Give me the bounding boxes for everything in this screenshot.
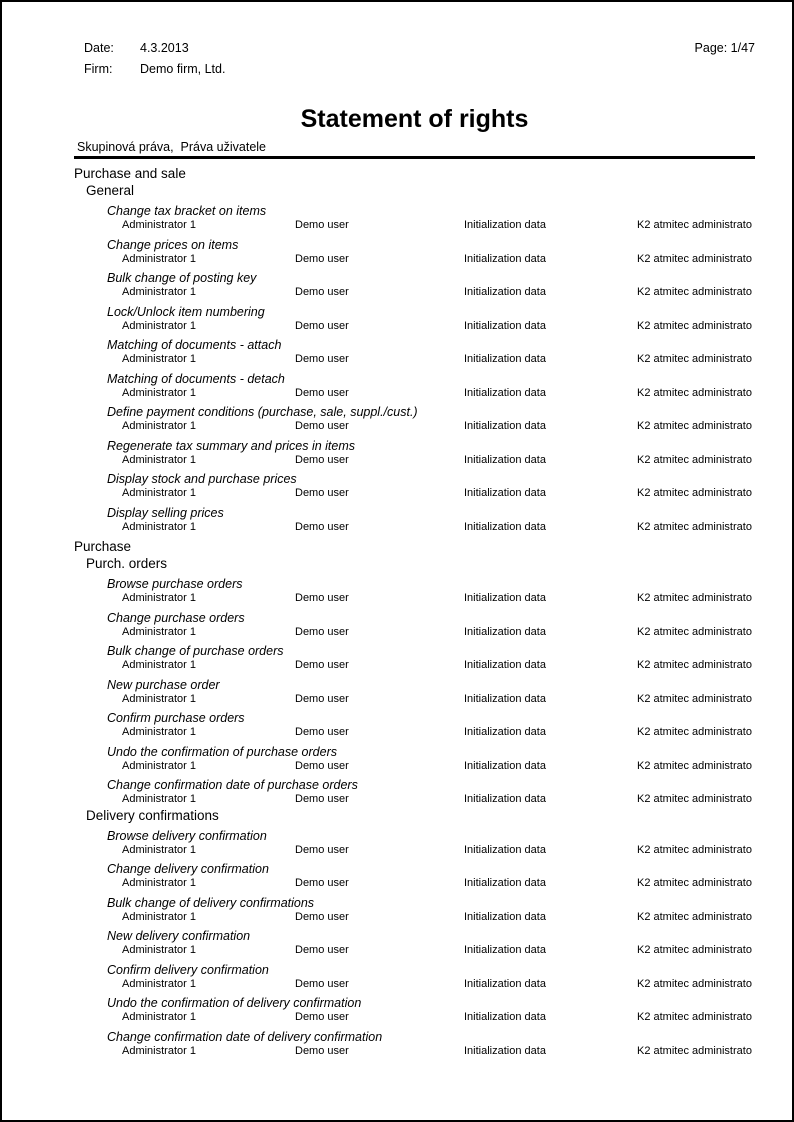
row-cell: K2 atmitec administrato xyxy=(637,1044,752,1057)
rights-row xyxy=(122,487,755,501)
right-item xyxy=(107,238,755,267)
rights-list xyxy=(74,166,755,1058)
right-item-title: Display selling prices xyxy=(107,505,224,520)
row-cell: K2 atmitec administrato xyxy=(637,353,752,365)
row-cell: Initialization data xyxy=(464,659,546,671)
right-item xyxy=(107,271,755,300)
row-cell: Initialization data xyxy=(464,286,546,298)
row-cell: Administrator 1 xyxy=(122,252,196,265)
row-cell: Initialization data xyxy=(464,386,546,399)
row-cell: Demo user xyxy=(295,286,349,298)
right-item-title: Bulk change of purchase orders xyxy=(107,644,284,658)
row-cell: Demo user xyxy=(295,353,349,365)
rights-subsection xyxy=(86,556,755,807)
row-cell: Demo user xyxy=(295,625,349,638)
right-item xyxy=(107,204,755,233)
row-cell: Administrator 1 xyxy=(122,1044,196,1057)
row-cell: K2 atmitec administrato xyxy=(637,625,752,638)
row-cell: Demo user xyxy=(295,1011,349,1023)
row-cell: Administrator 1 xyxy=(122,659,196,671)
rights-section xyxy=(74,166,755,534)
rights-section xyxy=(74,539,755,1058)
row-cell: Initialization data xyxy=(464,520,546,533)
right-item-title: Display stock and purchase prices xyxy=(107,472,297,486)
row-cell: Initialization data xyxy=(464,252,546,265)
rights-row xyxy=(122,1011,755,1025)
rights-row xyxy=(122,286,755,300)
rights-row xyxy=(122,253,755,267)
right-item-title: Change confirmation date of delivery confirmation xyxy=(107,1029,383,1044)
row-cell: K2 atmitec administrato xyxy=(637,319,752,332)
right-item-title: Change confirmation date of purchase orders xyxy=(107,778,358,792)
row-cell: Administrator 1 xyxy=(122,286,196,298)
right-item-title: Change delivery confirmation xyxy=(107,862,269,876)
row-cell: K2 atmitec administrato xyxy=(637,692,752,705)
row-cell: Initialization data xyxy=(464,592,546,604)
row-cell: Demo user xyxy=(295,386,349,399)
row-cell: Administrator 1 xyxy=(122,944,196,956)
header-date-line xyxy=(84,38,755,59)
right-item-title: Browse delivery confirmation xyxy=(107,828,267,843)
row-cell: Initialization data xyxy=(464,977,546,990)
right-item xyxy=(107,745,755,774)
right-item-title: Lock/Unlock item numbering xyxy=(107,304,265,319)
right-item xyxy=(107,644,755,673)
right-item xyxy=(107,338,755,367)
right-item-title: Undo the confirmation of purchase orders xyxy=(107,744,337,759)
right-item-title: Change prices on items xyxy=(107,237,239,252)
row-cell: K2 atmitec administrato xyxy=(637,659,752,671)
row-cell: Administrator 1 xyxy=(122,977,196,990)
row-cell: Initialization data xyxy=(464,453,546,466)
right-item-title: Undo the confirmation of delivery confirmation xyxy=(107,996,362,1010)
rights-row xyxy=(122,1045,755,1059)
row-cell: K2 atmitec administrato xyxy=(637,286,752,298)
row-cell: Administrator 1 xyxy=(122,386,196,399)
row-cell: Demo user xyxy=(295,910,349,923)
row-cell: Administrator 1 xyxy=(122,353,196,365)
right-item-title: New delivery confirmation xyxy=(107,929,251,943)
row-cell: Administrator 1 xyxy=(122,692,196,705)
right-item xyxy=(107,506,755,535)
firm-value: Demo firm, Ltd. xyxy=(140,62,226,76)
right-item xyxy=(107,305,755,334)
date-value: 4.3.2013 xyxy=(140,41,189,55)
row-cell: K2 atmitec administrato xyxy=(637,386,752,399)
right-item-title: Define payment conditions (purchase, sale, suppl./cust.) xyxy=(107,405,418,419)
rights-row xyxy=(122,420,755,434)
right-item xyxy=(107,896,755,925)
rights-row xyxy=(122,592,755,606)
row-cell: Demo user xyxy=(295,944,349,956)
rights-row xyxy=(122,659,755,673)
row-cell: Administrator 1 xyxy=(122,726,196,738)
rights-row xyxy=(122,944,755,958)
rights-row xyxy=(122,877,755,891)
row-cell: Initialization data xyxy=(464,877,546,889)
row-cell: Initialization data xyxy=(464,319,546,332)
rights-row xyxy=(122,320,755,334)
row-cell: Initialization data xyxy=(464,420,546,432)
report-title: Statement of rights xyxy=(300,105,529,133)
row-cell: Initialization data xyxy=(464,219,546,231)
row-cell: Administrator 1 xyxy=(122,420,196,432)
right-item-title: Confirm delivery confirmation xyxy=(107,962,269,977)
row-cell: K2 atmitec administrato xyxy=(637,843,752,856)
right-item xyxy=(107,472,755,501)
row-cell: K2 atmitec administrato xyxy=(637,1011,752,1023)
row-cell: Initialization data xyxy=(464,843,546,856)
section-title: Purchase xyxy=(74,539,132,554)
row-cell: Initialization data xyxy=(464,910,546,923)
right-item-title: New purchase order xyxy=(107,677,220,692)
rights-row xyxy=(122,387,755,401)
row-cell: Demo user xyxy=(295,219,349,231)
row-cell: Initialization data xyxy=(464,1011,546,1023)
right-item-title: Confirm purchase orders xyxy=(107,711,245,725)
row-cell: Demo user xyxy=(295,453,349,466)
row-cell: Demo user xyxy=(295,420,349,432)
row-cell: Initialization data xyxy=(464,759,546,772)
header-firm-line xyxy=(84,59,755,80)
row-cell: Initialization data xyxy=(464,353,546,365)
rights-row xyxy=(122,911,755,925)
row-cell: Administrator 1 xyxy=(122,625,196,638)
row-cell: Initialization data xyxy=(464,625,546,638)
row-cell: Initialization data xyxy=(464,944,546,956)
right-item xyxy=(107,778,755,807)
right-item-title: Matching of documents - detach xyxy=(107,371,285,386)
report-subtitle: Skupinová práva, Práva uživatele xyxy=(74,140,755,159)
right-item-title: Change tax bracket on items xyxy=(107,204,267,218)
row-cell: Demo user xyxy=(295,726,349,738)
right-item-title: Bulk change of posting key xyxy=(107,271,257,285)
row-cell: K2 atmitec administrato xyxy=(637,759,752,772)
rights-row xyxy=(122,844,755,858)
report-header xyxy=(84,38,755,80)
right-item xyxy=(107,711,755,740)
right-item xyxy=(107,577,755,606)
rights-row xyxy=(122,726,755,740)
right-item-title: Matching of documents - attach xyxy=(107,338,282,352)
row-cell: Demo user xyxy=(295,977,349,990)
section-title: Purchase and sale xyxy=(74,166,186,181)
right-item xyxy=(107,996,755,1025)
right-item-title: Browse purchase orders xyxy=(107,577,243,591)
rights-row xyxy=(122,454,755,468)
row-cell: Demo user xyxy=(295,793,349,805)
row-cell: Demo user xyxy=(295,487,349,499)
row-cell: Administrator 1 xyxy=(122,793,196,805)
row-cell: Demo user xyxy=(295,692,349,705)
rights-row xyxy=(122,978,755,992)
row-cell: Administrator 1 xyxy=(122,759,196,772)
subsection-title: General xyxy=(86,183,135,198)
row-cell: K2 atmitec administrato xyxy=(637,520,752,533)
row-cell: Demo user xyxy=(295,659,349,671)
row-cell: Demo user xyxy=(295,319,349,332)
row-cell: K2 atmitec administrato xyxy=(637,726,752,738)
right-item xyxy=(107,829,755,858)
row-cell: Administrator 1 xyxy=(122,487,196,499)
rights-row xyxy=(122,219,755,233)
row-cell: Administrator 1 xyxy=(122,219,196,231)
subsection-title: Purch. orders xyxy=(86,556,168,571)
row-cell: K2 atmitec administrato xyxy=(637,453,752,466)
row-cell: K2 atmitec administrato xyxy=(637,252,752,265)
rights-row xyxy=(122,353,755,367)
row-cell: Administrator 1 xyxy=(122,910,196,923)
row-cell: K2 atmitec administrato xyxy=(637,944,752,956)
right-item-title: Regenerate tax summary and prices in items xyxy=(107,438,356,453)
right-item-title: Change purchase orders xyxy=(107,610,245,625)
right-item-title: Bulk change of delivery confirmations xyxy=(107,895,315,910)
row-cell: K2 atmitec administrato xyxy=(637,487,752,499)
rights-subsection xyxy=(86,183,755,534)
row-cell: Initialization data xyxy=(464,1044,546,1057)
firm-label: Firm: xyxy=(84,62,113,76)
row-cell: Initialization data xyxy=(464,692,546,705)
row-cell: Administrator 1 xyxy=(122,520,196,533)
row-cell: Demo user xyxy=(295,252,349,265)
row-cell: Demo user xyxy=(295,843,349,856)
row-cell: K2 atmitec administrato xyxy=(637,977,752,990)
rights-row xyxy=(122,693,755,707)
row-cell: K2 atmitec administrato xyxy=(637,592,752,604)
row-cell: K2 atmitec administrato xyxy=(637,219,752,231)
right-item xyxy=(107,1030,755,1059)
rights-row xyxy=(122,793,755,807)
row-cell: Administrator 1 xyxy=(122,453,196,466)
right-item xyxy=(107,611,755,640)
row-cell: K2 atmitec administrato xyxy=(637,877,752,889)
row-cell: K2 atmitec administrato xyxy=(637,793,752,805)
row-cell: Administrator 1 xyxy=(122,319,196,332)
rights-row xyxy=(122,760,755,774)
right-item xyxy=(107,678,755,707)
row-cell: K2 atmitec administrato xyxy=(637,910,752,923)
rights-subsection xyxy=(86,808,755,1059)
page-number: Page: 1/47 xyxy=(694,41,755,55)
right-item xyxy=(107,405,755,434)
rights-row xyxy=(122,521,755,535)
subsection-title: Delivery confirmations xyxy=(86,807,219,823)
right-item xyxy=(107,439,755,468)
row-cell: Initialization data xyxy=(464,793,546,805)
right-item xyxy=(107,963,755,992)
row-cell: Demo user xyxy=(295,592,349,604)
row-cell: Demo user xyxy=(295,1044,349,1057)
rights-row xyxy=(122,626,755,640)
right-item xyxy=(107,862,755,891)
row-cell: Initialization data xyxy=(464,487,546,499)
row-cell: Administrator 1 xyxy=(122,1011,196,1023)
row-cell: Demo user xyxy=(295,759,349,772)
row-cell: Demo user xyxy=(295,877,349,889)
row-cell: Demo user xyxy=(295,520,349,533)
row-cell: Administrator 1 xyxy=(122,843,196,856)
right-item xyxy=(107,372,755,401)
right-item xyxy=(107,929,755,958)
row-cell: Administrator 1 xyxy=(122,877,196,889)
row-cell: K2 atmitec administrato xyxy=(637,420,752,432)
row-cell: Initialization data xyxy=(464,726,546,738)
date-label: Date: xyxy=(84,41,114,55)
row-cell: Administrator 1 xyxy=(122,592,196,604)
